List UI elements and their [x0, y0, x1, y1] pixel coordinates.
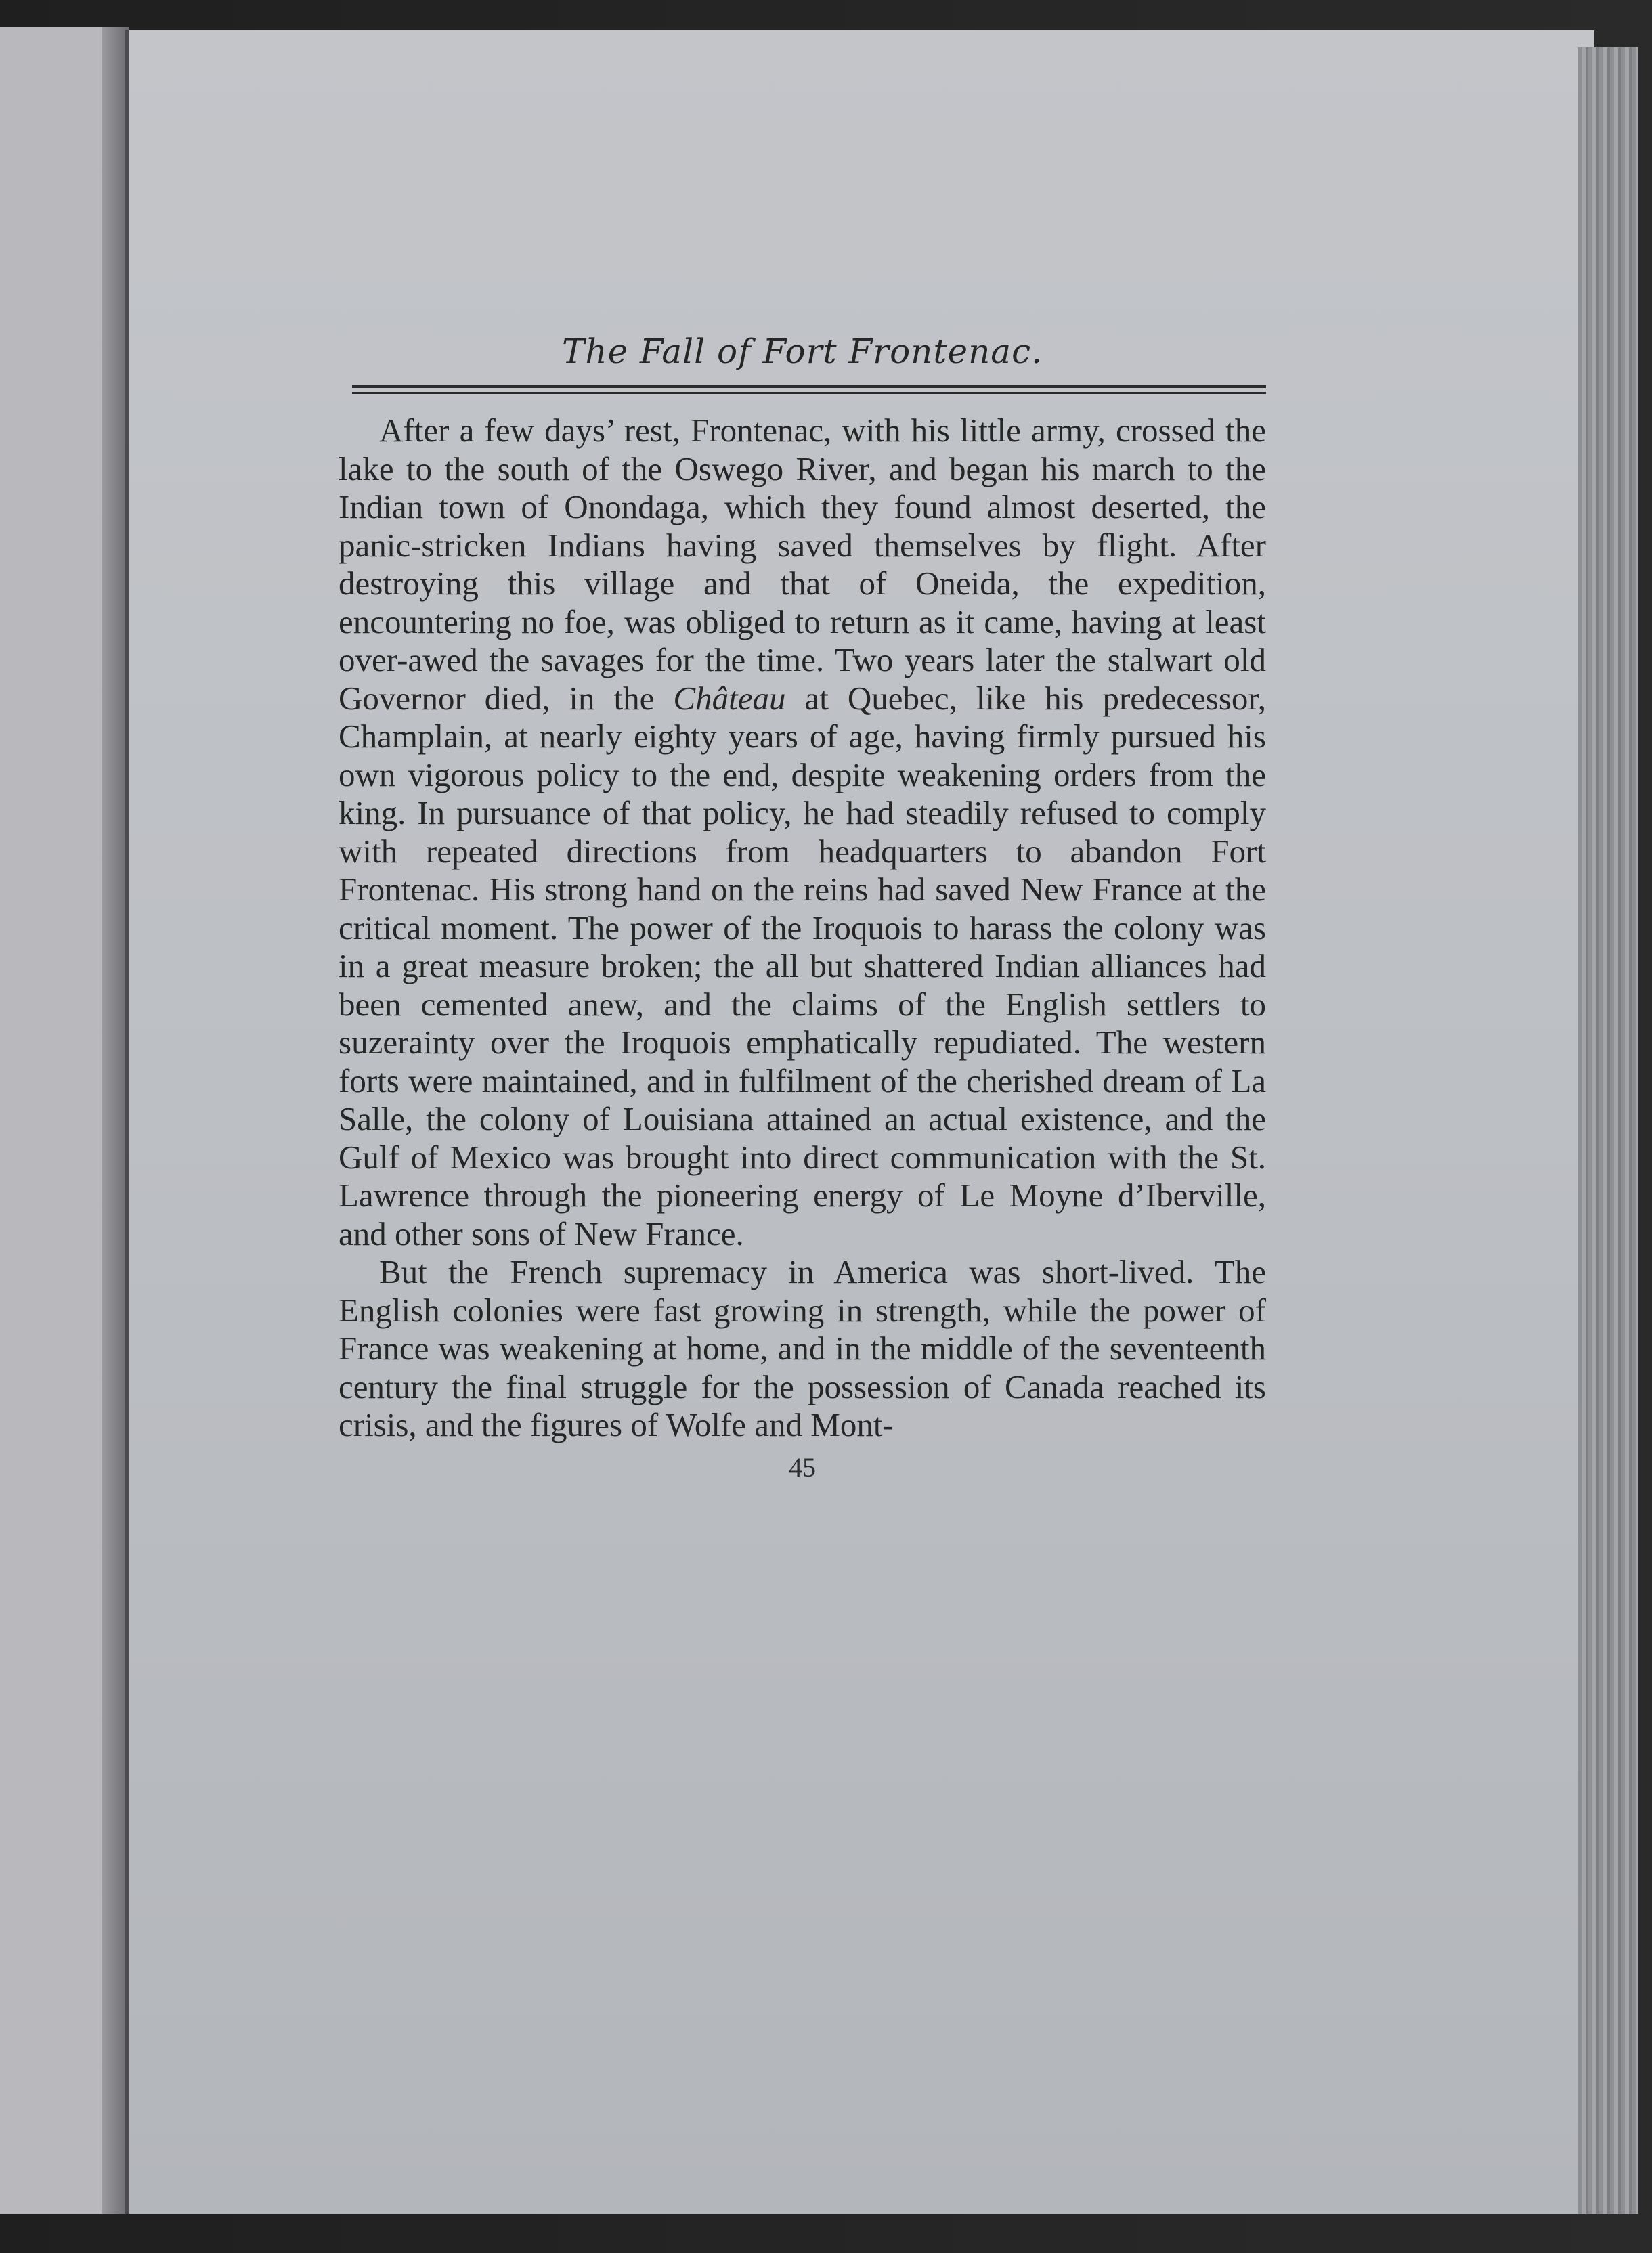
page-number: 45 — [789, 1451, 816, 1483]
page-text-block — [339, 332, 1266, 1483]
paragraph-1-emphasis: Château — [673, 679, 786, 717]
paragraph-2: But the French supremacy in America was short-lived. The English colonies were fast growing in strength, while the power of France was weakening at home, and in the middle of the seventeenth century the final struggle for the possession of Canada reached its crisis, and the figures of Wolfe and Mont- — [339, 1253, 1266, 1443]
paragraph-1-text-a: After a few days’ rest, Frontenac, with his little army, crossed the lake to the south of the Oswego River, and began his march to the Indian town of Onondaga, which they found almost deserted, the panic-stricken Indians having saved themselves by flight. After destroying this village and that of Oneida, the expedition, encountering no foe, was obliged to return as it came, having at least over-awed the savages for the time. Two years later the stalwart old Governor died, in the — [339, 412, 1266, 717]
running-head: The Fall of Fort Frontenac. — [562, 332, 1043, 371]
header-rule — [352, 385, 1266, 394]
paragraph-1-text-b: at Quebec, like his predecessor, Champlain, at nearly eighty years of age, having firmly pursued his own vigorous policy to the end, despite weakening orders from the king. In pursuance of that policy, he had steadily refused to comply with repeated directions from headquarters to abandon Fort Frontenac. His strong hand on the reins had saved New France at the critical moment. The power of the Iroquois to harass the colony was in a great measure broken; the all but shattered Indian alliances had been cemented anew, and the claims of the English settlers to suzerainty over the Iroquois emphatically repudiated. The western forts were maintained, and in fulfilment of the cherished dream of La Salle, the colony of Louisiana attained an actual existence, and the Gulf of Mexico was brought into direct communication with the St. Lawrence through the pioneering energy of Le Moyne d’Iberville, and other sons of New France. — [339, 679, 1266, 1252]
book-gutter — [102, 27, 129, 2214]
page-stack-edge — [1578, 47, 1638, 2214]
paragraph-1 — [339, 412, 1266, 1253]
